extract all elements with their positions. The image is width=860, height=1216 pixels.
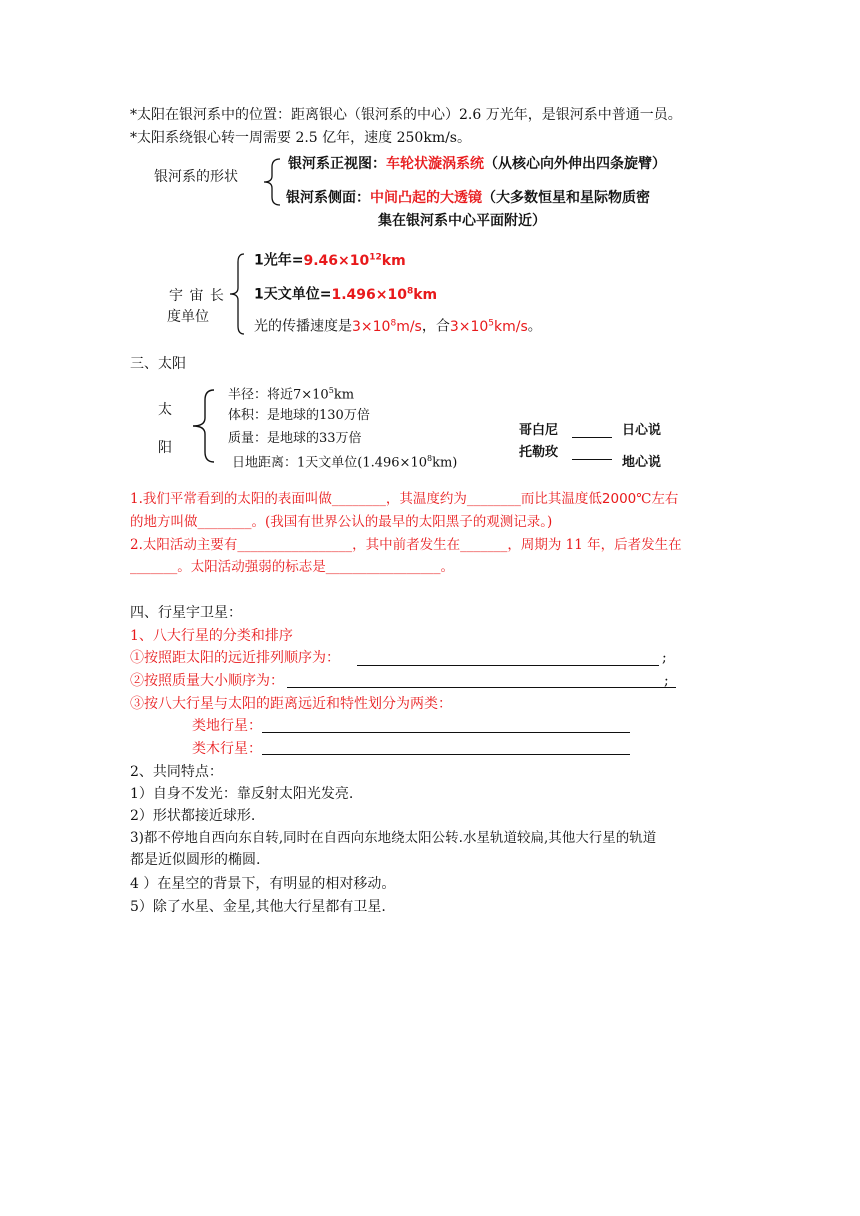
galaxy-brace	[258, 157, 282, 207]
galaxy-side-view-continued: 集在银河系中心平面附近）	[378, 213, 546, 229]
order-by-distance-semicolon: ;	[662, 650, 667, 666]
galaxy-orbit-text: *太阳系绕银心转一周需要 2.5 亿年，速度 250km/s。	[130, 130, 471, 146]
planets-subheading-2: 2、共同特点：	[130, 764, 223, 780]
light-year-definition: 1光年$=9.46\times 10^{12}km$	[254, 252, 406, 269]
order-by-mass-blank[interactable]	[287, 687, 676, 688]
terrestrial-planets-label: 类地行星：	[192, 718, 262, 734]
units-label-line1: 宇 宙 长	[169, 288, 225, 304]
jovian-planets-blank[interactable]	[262, 754, 630, 755]
galaxy-side-view: 银河系侧面：中间凸起的大透镜（大多数恒星和星际物质密	[286, 190, 650, 206]
galaxy-shape-label: 银河系的形状	[154, 169, 238, 185]
feature-1: 1）自身不发光：靠反射太阳光发亮.	[130, 786, 354, 802]
order-by-distance-blank[interactable]	[357, 665, 659, 666]
heliocentric-theory: 日心说	[622, 423, 662, 438]
units-brace	[226, 252, 246, 336]
geocentric-theory: 地心说	[622, 455, 662, 470]
feature-4: 4 ）在星空的背景下，有明显的相对移动。	[130, 876, 396, 892]
sun-brace	[188, 388, 216, 464]
sun-volume: 体积：是地球的130万倍	[228, 408, 370, 423]
order-by-mass-semicolon: ;	[664, 673, 669, 689]
sun-question-2: 2.太阳活动主要有_________________，其中前者发生在_______，周期为 11 年，后者发生在	[130, 537, 682, 553]
order-by-mass-label: ②按照质量大小顺序为：	[130, 673, 284, 689]
sun-question-2-continued: _______。太阳活动强弱的标志是_________________。	[130, 559, 454, 575]
ptolemy-connector	[572, 459, 612, 460]
ptolemy-label: 托勒玫	[519, 445, 559, 460]
order-by-distance-label: ①按照距太阳的远近排列顺序为：	[130, 650, 340, 666]
galaxy-front-view: 银河系正视图：车轮状漩涡系统（从核心向外伸出四条旋臂）	[288, 156, 666, 172]
copernicus-connector	[572, 437, 612, 438]
units-label-line2: 度单位	[167, 309, 209, 325]
sun-radius: 半径：将近$7\times 10^5km$	[228, 386, 355, 403]
sun-char-2: 阳	[158, 440, 172, 456]
copernicus-label: 哥白尼	[519, 423, 559, 438]
astronomical-unit-definition: 1天文单位$=1.496\times 10^8km$	[254, 286, 438, 303]
classification-label: ③按八大行星与太阳的距离远近和特性划分为两类：	[130, 696, 452, 712]
feature-3-continued: 都是近似圆形的椭圆.	[130, 852, 261, 868]
sun-heading: 三、太阳	[130, 356, 186, 372]
feature-3: 3)都不停地自西向东自转,同时在自西向东地绕太阳公转.水星轨道较扁,其他大行星的轨道	[130, 830, 657, 846]
planets-subheading-1: 1、八大行星的分类和排序	[130, 628, 293, 644]
galaxy-position-text: *太阳在银河系中的位置：距离银心（银河系的中心）2.6 万光年，是银河系中普通一员。	[130, 107, 682, 123]
sun-mass: 质量：是地球的33万倍	[228, 431, 362, 446]
sun-char-1: 太	[158, 402, 172, 418]
jovian-planets-label: 类木行星：	[192, 741, 262, 757]
sun-question-1-continued: 的地方叫做________。(我国有世界公认的最早的太阳黑子的观测记录。)	[130, 514, 553, 530]
feature-2: 2）形状都接近球形.	[130, 808, 256, 824]
feature-5: 5）除了水星、金星,其他大行星都有卫星.	[130, 899, 386, 915]
sun-earth-distance: 日地距离：1天文单位$(1.496\times 10^8km)$	[232, 454, 458, 471]
terrestrial-planets-blank[interactable]	[262, 732, 630, 733]
planets-heading: 四、行星宇卫星：	[130, 605, 242, 621]
sun-question-1: 1.我们平常看到的太阳的表面叫做________，其温度约为________而比其温度低2000℃左右	[130, 491, 679, 507]
light-speed-definition: 光的传播速度是$3\times 10^8m/s$，合$3\times 10^5km/s$。	[254, 318, 542, 335]
